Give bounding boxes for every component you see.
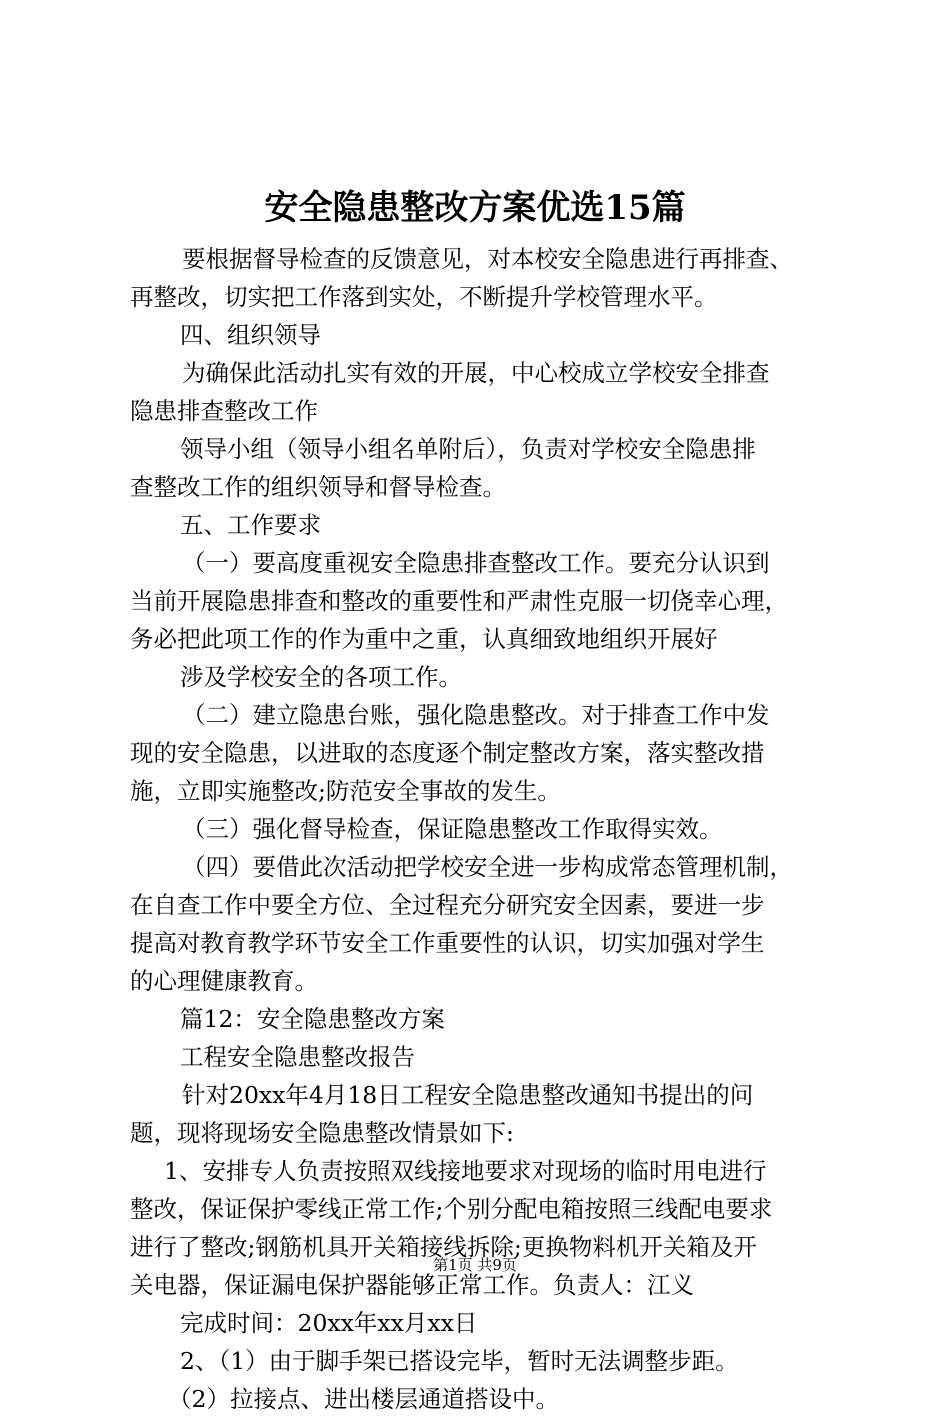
text-line: 现的安全隐患，以进取的态度逐个制定整改方案，落实整改措 <box>130 739 765 767</box>
text-line: 当前开展隐患排查和整改的重要性和严肃性克服一切侥幸心理， <box>130 587 788 615</box>
document-body <box>130 240 850 1418</box>
text-line: （四）要借此次活动把学校安全进一步构成常态管理机制， <box>182 853 793 881</box>
text-line: （三）强化督导检查，保证隐患整改工作取得实效。 <box>182 815 723 843</box>
text-line: 完成时间：20xx年xx月xx日 <box>180 1309 478 1337</box>
text-line: 进行了整改;钢筋机具开关箱接线拆除;更换物料机开关箱及开 <box>130 1233 757 1261</box>
text-line: 要根据督导检查的反馈意见，对本校安全隐患进行再排查、 <box>182 245 793 273</box>
text-line: 为确保此活动扎实有效的开展，中心校成立学校安全排查 <box>182 359 770 387</box>
text-line: 1、安排专人负责按照双线接地要求对现场的临时用电进行 <box>164 1157 767 1185</box>
section-heading: 篇12：安全隐患整改方案 <box>180 1005 445 1033</box>
section-heading: 五、工作要求 <box>180 511 321 539</box>
text-line: 务必把此项工作的作为重中之重，认真细致地组织开展好 <box>130 625 718 653</box>
text-line: 题，现将现场安全隐患整改情景如下: <box>130 1119 514 1147</box>
text-line: 针对20xx年4月18日工程安全隐患整改通知书提出的问 <box>182 1081 754 1109</box>
text-line: 再整改，切实把工作落到实处，不断提升学校管理水平。 <box>130 283 718 311</box>
text-line: 2、（1）由于脚手架已搭设完毕，暂时无法调整步距。 <box>180 1347 739 1375</box>
page-number: 第1页 共9页 <box>433 1256 517 1274</box>
text-line: 在自查工作中要全方位、全过程充分研究安全因素，要进一步 <box>130 891 765 919</box>
text-line: 涉及学校安全的各项工作。 <box>180 663 462 691</box>
text-line: （一）要高度重视安全隐患排查整改工作。要充分认识到 <box>182 549 770 577</box>
text-line: （二）建立隐患台账，强化隐患整改。对于排查工作中发 <box>182 701 770 729</box>
section-heading: 四、组织领导 <box>180 321 321 349</box>
text-line: 查整改工作的组织领导和督导检查。 <box>130 473 506 501</box>
text-line: （2）拉接点、进出楼层通道搭设中。 <box>168 1385 559 1413</box>
document-title: 安全隐患整改方案优选15篇 <box>264 188 686 228</box>
text-line: 整改，保证保护零线正常工作;个别分配电箱按照三线配电要求 <box>130 1195 773 1223</box>
text-line: 的心理健康教育。 <box>130 967 318 995</box>
text-line: 提高对教育教学环节安全工作重要性的认识，切实加强对学生 <box>130 929 765 957</box>
text-line: 领导小组（领导小组名单附后），负责对学校安全隐患排 <box>180 435 756 463</box>
text-line: 工程安全隐患整改报告 <box>180 1043 415 1071</box>
text-line: 施，立即实施整改;防范安全事故的发生。 <box>130 777 561 805</box>
text-line: 隐患排查整改工作 <box>130 397 318 425</box>
text-line: 关电器，保证漏电保护器能够正常工作。负责人：江义 <box>130 1271 694 1299</box>
